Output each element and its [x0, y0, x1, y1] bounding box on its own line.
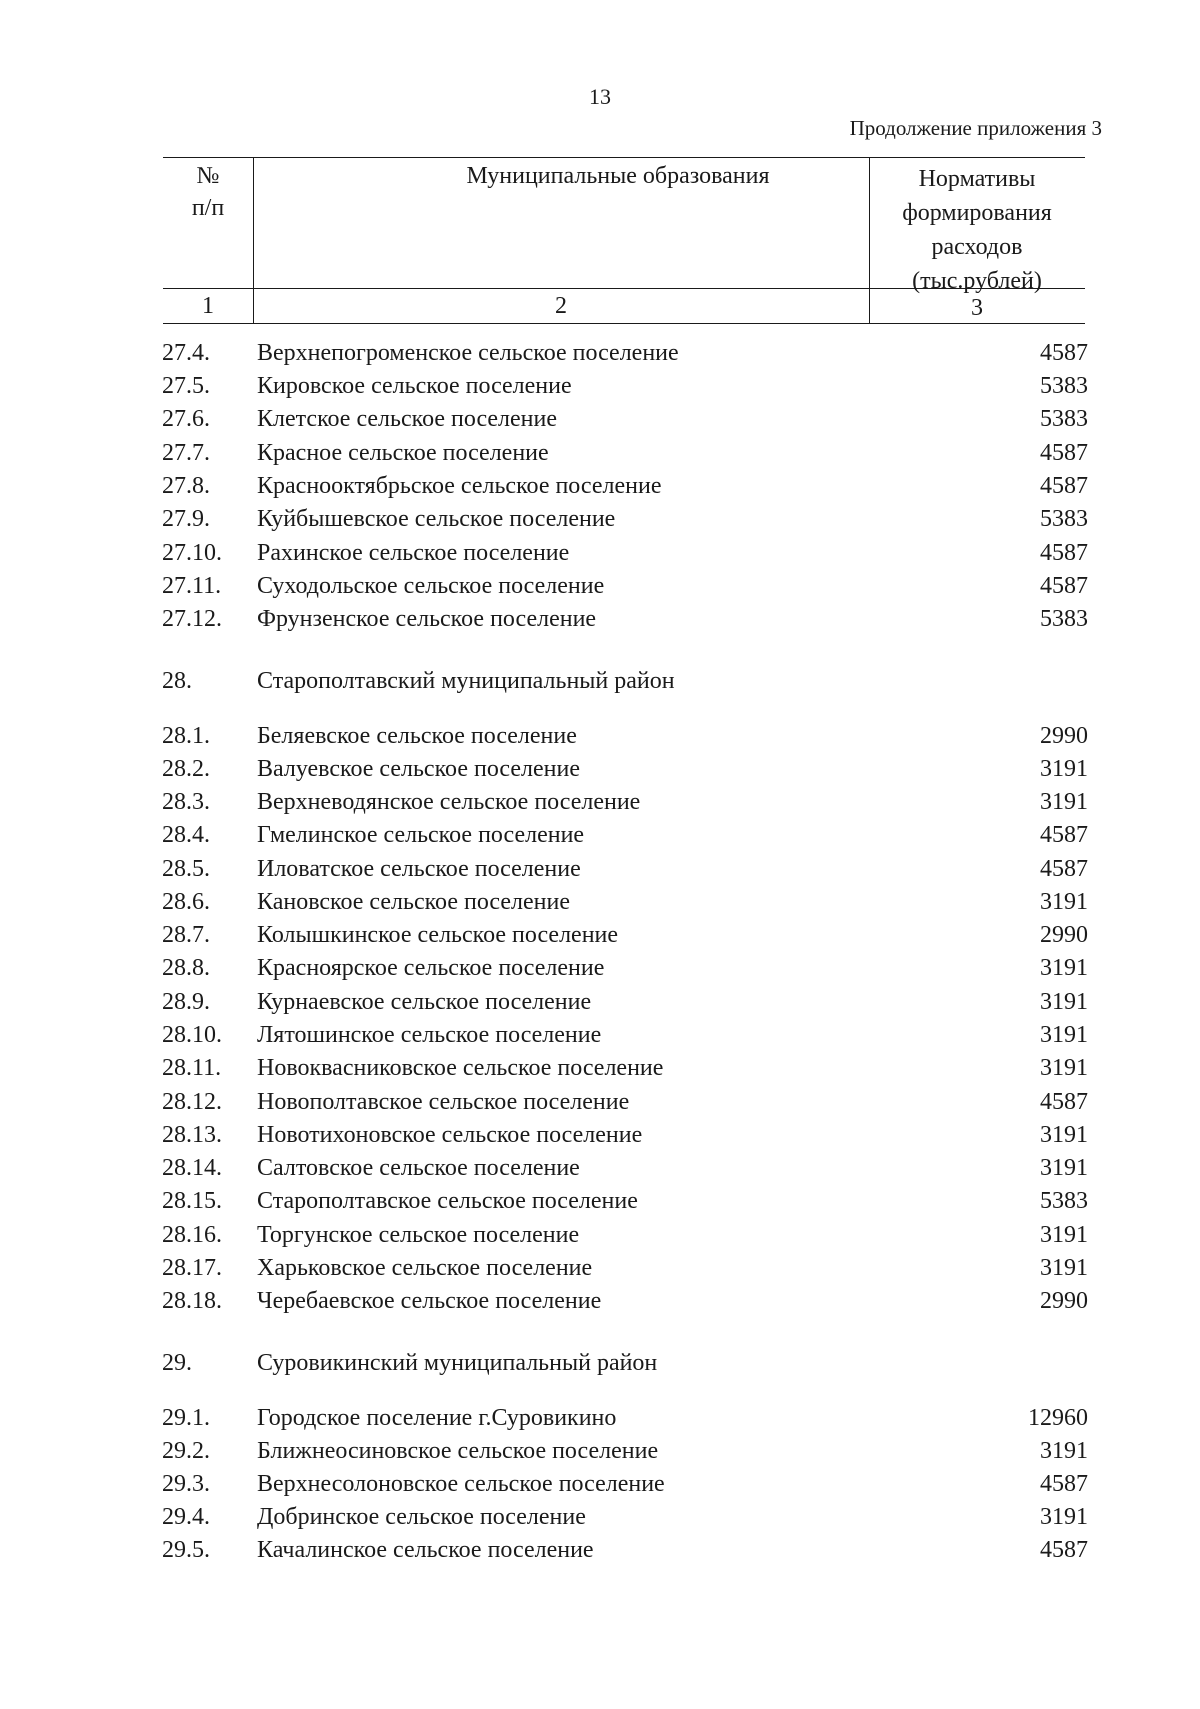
row-value: 4587 — [1040, 1089, 1088, 1115]
row-name: Качалинское сельское поселение — [257, 1537, 594, 1563]
header-col-name-label: Муниципальные образования — [466, 163, 770, 189]
row-number: 27.7. — [162, 440, 210, 466]
column-index-2: 2 — [555, 293, 567, 319]
row-value: 2990 — [1040, 1288, 1088, 1314]
row-number: 29.3. — [162, 1471, 210, 1497]
row-name: Фрунзенское сельское поселение — [257, 606, 597, 632]
row-name: Краснооктябрьское сельское поселение — [257, 473, 662, 499]
row-value: 5383 — [1040, 506, 1088, 532]
column-index-3: 3 — [971, 295, 983, 321]
row-name: Суходольское сельское поселение — [257, 573, 605, 599]
row-number: 28.9. — [162, 989, 210, 1015]
row-value: 4587 — [1040, 340, 1088, 366]
row-number: 27.10. — [162, 540, 222, 566]
row-number: 28.17. — [162, 1255, 222, 1281]
row-number: 28.14. — [162, 1155, 222, 1181]
table-row — [0, 602, 1200, 636]
row-value: 3191 — [1040, 889, 1088, 915]
table-row — [0, 1118, 1200, 1152]
row-value: 4587 — [1040, 573, 1088, 599]
table-row — [0, 852, 1200, 886]
row-value: 3191 — [1040, 1155, 1088, 1181]
row-value: 4587 — [1040, 440, 1088, 466]
header-col-value-line: формирования — [902, 200, 1052, 226]
header-col-number-line: № — [196, 163, 220, 189]
row-number: 29.2. — [162, 1438, 210, 1464]
row-value: 4587 — [1040, 540, 1088, 566]
row-value: 4587 — [1040, 1471, 1088, 1497]
table-row — [0, 1051, 1200, 1085]
table-row — [0, 785, 1200, 819]
table-row — [0, 436, 1200, 470]
table-row — [0, 1184, 1200, 1218]
row-number: 28.8. — [162, 955, 210, 981]
row-name: Курнаевское сельское поселение — [257, 989, 592, 1015]
row-number: 28.12. — [162, 1089, 222, 1115]
table-row — [0, 1151, 1200, 1185]
row-value: 3191 — [1040, 1055, 1088, 1081]
row-name: Валуевское сельское поселение — [257, 756, 580, 782]
row-name: Рахинское сельское поселение — [257, 540, 570, 566]
table-row — [0, 369, 1200, 403]
row-name: Добринское сельское поселение — [257, 1504, 586, 1530]
row-number: 28.2. — [162, 756, 210, 782]
page-number: 13 — [589, 84, 611, 109]
row-name: Торгунское сельское поселение — [257, 1222, 580, 1248]
header-col-value-line: (тыс.рублей) — [912, 268, 1042, 294]
row-value: 2990 — [1040, 922, 1088, 948]
continuation-note: Продолжение приложения 3 — [849, 116, 1102, 140]
table-row — [0, 1467, 1200, 1501]
row-name: Старополтавское сельское поселение — [257, 1188, 638, 1214]
row-number: 28.1. — [162, 723, 210, 749]
table-row — [0, 536, 1200, 570]
row-number: 28.11. — [162, 1055, 222, 1081]
row-name: Ближнеосиновское сельское поселение — [257, 1438, 659, 1464]
table-row — [0, 469, 1200, 503]
row-value: 2990 — [1040, 723, 1088, 749]
row-number: 29.1. — [162, 1405, 210, 1431]
row-value: 3191 — [1040, 1504, 1088, 1530]
row-name: Лятошинское сельское поселение — [257, 1022, 602, 1048]
header-col-value-line: Нормативы — [918, 166, 1036, 192]
table-row — [0, 569, 1200, 603]
row-name: Черебаевское сельское поселение — [257, 1288, 602, 1314]
row-name: Верхнепогроменское сельское поселение — [257, 340, 679, 366]
row-number: 28.18. — [162, 1288, 222, 1314]
row-value: 3191 — [1040, 955, 1088, 981]
row-number: 28. — [162, 668, 192, 694]
table-row — [0, 951, 1200, 985]
row-name: Новоквасниковское сельское поселение — [257, 1055, 664, 1081]
row-name: Салтовское сельское поселение — [257, 1155, 580, 1181]
row-number: 28.10. — [162, 1022, 222, 1048]
table-row — [0, 1284, 1200, 1318]
table-row — [0, 719, 1200, 753]
header-col-value-line: расходов — [931, 234, 1023, 260]
table-row — [0, 818, 1200, 852]
table-row — [0, 402, 1200, 436]
table-row — [0, 885, 1200, 919]
row-value: 12960 — [1028, 1405, 1088, 1431]
row-number: 27.8. — [162, 473, 210, 499]
row-name: Красное сельское поселение — [257, 440, 549, 466]
table-row — [0, 918, 1200, 952]
row-number: 28.5. — [162, 856, 210, 882]
row-name: Куйбышевское сельское поселение — [257, 506, 616, 532]
row-name: Иловатское сельское поселение — [257, 856, 581, 882]
row-number: 27.11. — [162, 573, 222, 599]
table-header — [163, 157, 1085, 324]
table-row — [0, 1251, 1200, 1285]
table-row — [0, 985, 1200, 1019]
row-number: 27.4. — [162, 340, 210, 366]
header-col-number-line: п/п — [191, 195, 225, 221]
table-row — [0, 1085, 1200, 1119]
row-name: Беляевское сельское поселение — [257, 723, 577, 749]
row-number: 29.5. — [162, 1537, 210, 1563]
row-name: Клетское сельское поселение — [257, 406, 558, 432]
row-name: Верхневодянское сельское поселение — [257, 789, 641, 815]
table-row — [0, 502, 1200, 536]
row-value: 3191 — [1040, 1438, 1088, 1464]
row-name: Кановское сельское поселение — [257, 889, 570, 915]
row-number: 29. — [162, 1350, 192, 1376]
table-row — [0, 752, 1200, 786]
row-value: 5383 — [1040, 1188, 1088, 1214]
row-value: 3191 — [1040, 1222, 1088, 1248]
row-value: 4587 — [1040, 1537, 1088, 1563]
table-row — [0, 1500, 1200, 1534]
section-row — [0, 1346, 1200, 1380]
row-number: 27.6. — [162, 406, 210, 432]
row-value: 5383 — [1040, 606, 1088, 632]
table-row — [0, 336, 1200, 370]
row-name: Старополтавский муниципальный район — [257, 668, 675, 694]
row-number: 28.4. — [162, 822, 210, 848]
row-name: Колышкинское сельское поселение — [257, 922, 619, 948]
row-name: Верхнесолоновское сельское поселение — [257, 1471, 665, 1497]
row-value: 4587 — [1040, 856, 1088, 882]
row-name: Городское поселение г.Суровикино — [257, 1405, 617, 1431]
section-row — [0, 664, 1200, 698]
row-number: 27.9. — [162, 506, 210, 532]
row-number: 28.13. — [162, 1122, 222, 1148]
table-row — [0, 1018, 1200, 1052]
row-name: Суровикинский муниципальный район — [257, 1350, 658, 1376]
row-value: 4587 — [1040, 822, 1088, 848]
row-number: 28.3. — [162, 789, 210, 815]
column-index-1: 1 — [202, 293, 214, 319]
row-number: 27.12. — [162, 606, 222, 632]
row-name: Харьковское сельское поселение — [257, 1255, 593, 1281]
row-number: 27.5. — [162, 373, 210, 399]
row-value: 3191 — [1040, 1022, 1088, 1048]
row-name: Кировское сельское поселение — [257, 373, 572, 399]
row-value: 3191 — [1040, 789, 1088, 815]
row-number: 28.6. — [162, 889, 210, 915]
row-value: 3191 — [1040, 1255, 1088, 1281]
row-value: 3191 — [1040, 756, 1088, 782]
row-number: 28.16. — [162, 1222, 222, 1248]
row-number: 28.15. — [162, 1188, 222, 1214]
table-row — [0, 1401, 1200, 1435]
row-name: Гмелинское сельское поселение — [257, 822, 585, 848]
table-row — [0, 1218, 1200, 1252]
row-name: Новотихоновское сельское поселение — [257, 1122, 643, 1148]
row-value: 3191 — [1040, 1122, 1088, 1148]
row-number: 29.4. — [162, 1504, 210, 1530]
row-number: 28.7. — [162, 922, 210, 948]
row-value: 5383 — [1040, 373, 1088, 399]
row-value: 5383 — [1040, 406, 1088, 432]
header-col-value — [869, 162, 1085, 298]
row-name: Новополтавское сельское поселение — [257, 1089, 630, 1115]
row-name: Красноярское сельское поселение — [257, 955, 605, 981]
header-col-number — [163, 160, 253, 224]
table-row — [0, 1533, 1200, 1567]
table-row — [0, 1434, 1200, 1468]
row-value: 4587 — [1040, 473, 1088, 499]
row-value: 3191 — [1040, 989, 1088, 1015]
